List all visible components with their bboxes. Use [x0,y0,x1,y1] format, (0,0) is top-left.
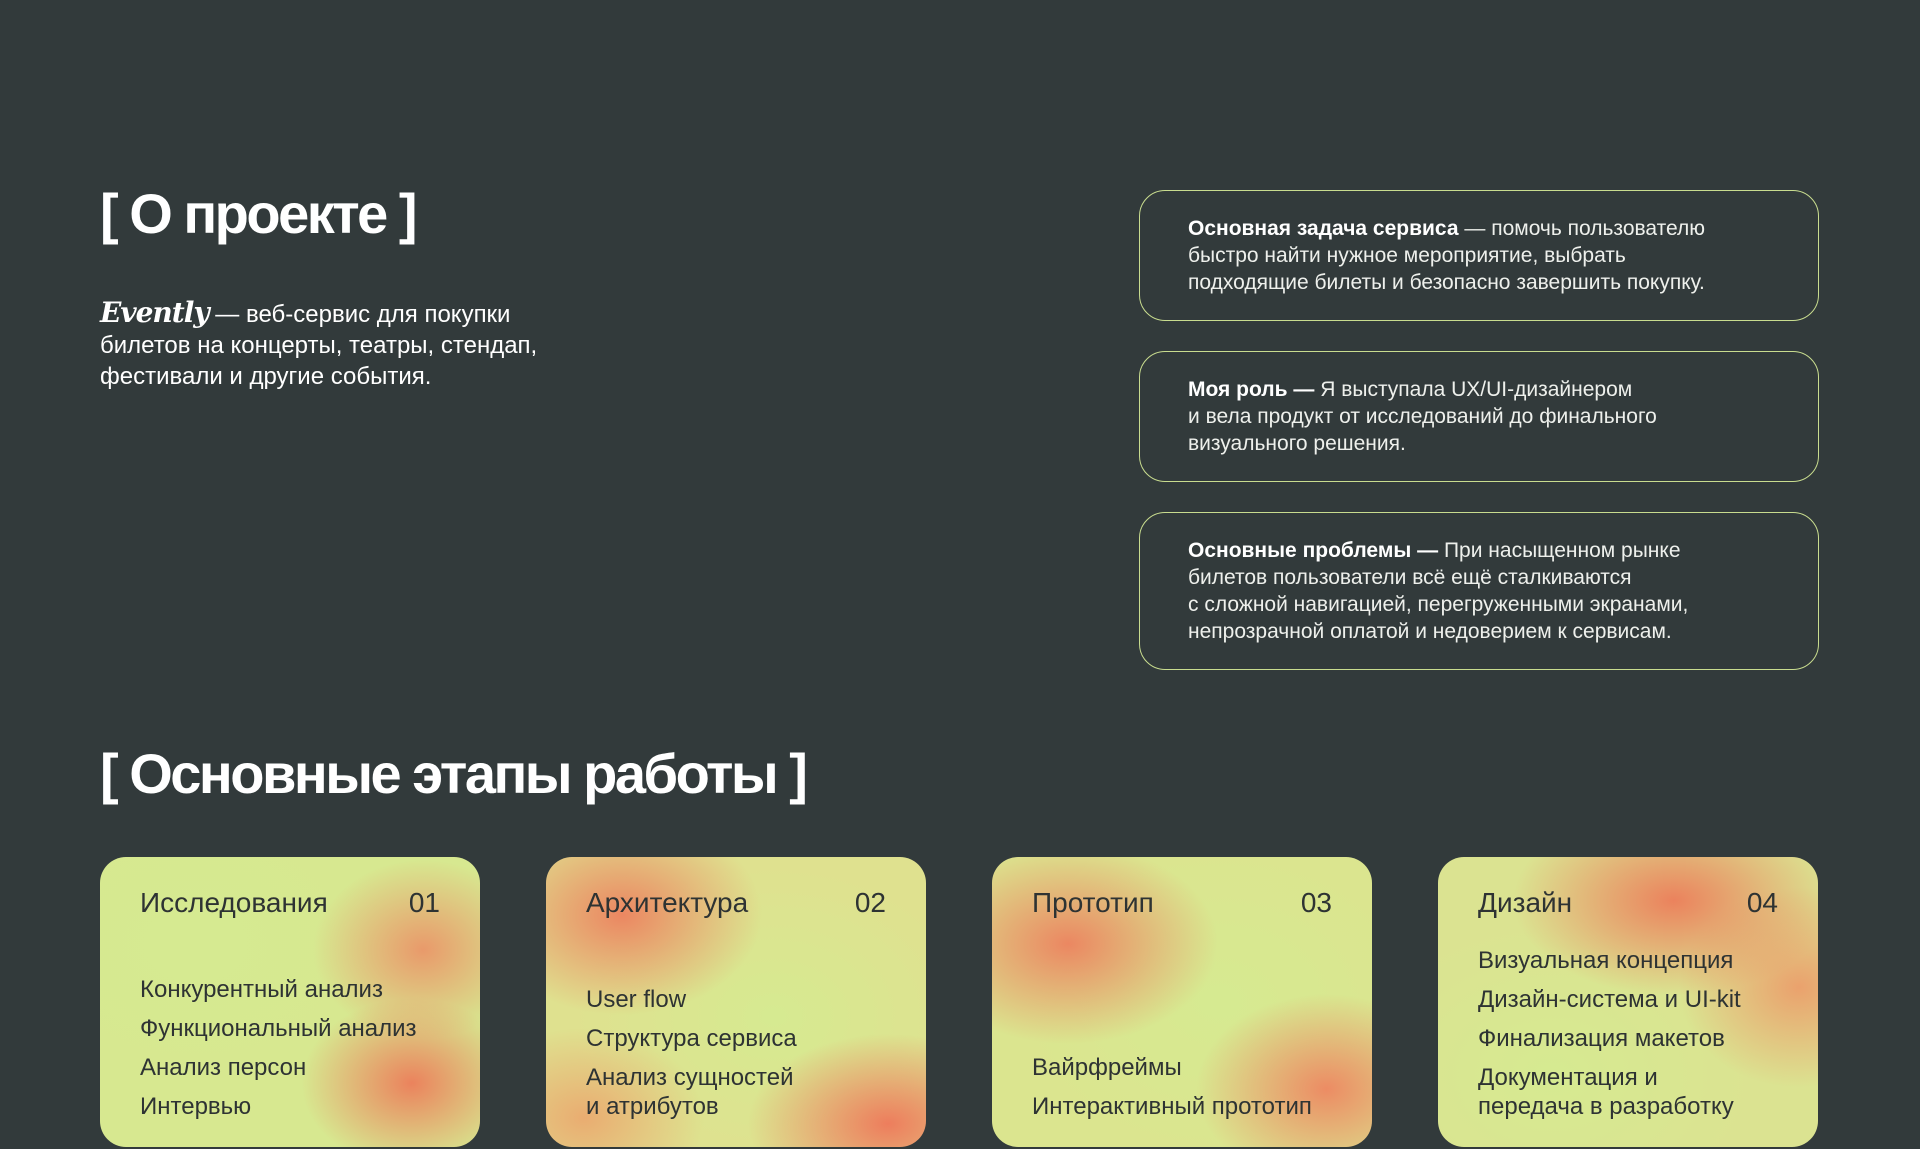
my-role-label: Моя роль — [1188,378,1315,401]
stage-task-list [1478,936,1788,1121]
evently-logo: Evently [100,296,209,329]
stage-name: Исследования [140,887,328,918]
intro-line-3: фестивали и другие события. [100,363,432,390]
stage-task [586,1063,896,1121]
stage-name: Архитектура [586,887,749,918]
stage-card-research [100,857,480,1147]
stage-task: Анализ персон [140,1054,307,1081]
stage-number: 03 [1300,887,1332,918]
stage-card-design [1438,857,1818,1147]
service-goal-line-2: быстро найти нужное мероприятие, выбрать [1188,244,1626,267]
stage-task: Конкурентный анализ [140,976,383,1003]
main-problems-line-3: с сложной навигацией, перегруженными экранами, [1188,593,1689,616]
stage-task-list [586,975,896,1121]
stage-card-prototype [992,857,1372,1147]
main-problems-line-2: билетов пользователи всё ещё сталкиваются [1188,566,1632,589]
stage-task-line: и атрибутов [586,1093,719,1120]
my-role-line-3: визуального решения. [1188,432,1406,455]
stage-card-architecture [546,857,926,1147]
my-role-card [1139,351,1819,482]
main-problems-text [1188,537,1688,645]
stage-task-list [140,965,450,1121]
stage-task-list [1032,1043,1342,1121]
stage-task: User flow [586,986,687,1013]
main-problems-line-1: При насыщенном рынке [1438,539,1681,562]
service-goal-text [1188,215,1705,296]
stage-task [1478,1063,1788,1121]
service-goal-card [1139,190,1819,321]
main-problems-line-4: непрозрачной оплатой и недоверием к сервисам. [1188,620,1672,643]
stage-number: 04 [1746,887,1778,918]
stage-number: 02 [854,887,886,918]
stage-task: Интервью [140,1093,252,1120]
my-role-line-2: и вела продукт от исследований до финального [1188,405,1657,428]
my-role-text [1188,376,1657,457]
my-role-line-1: Я выступала UX/UI-дизайнером [1314,378,1633,401]
stage-task: Визуальная концепция [1478,947,1734,974]
service-goal-label: Основная задача сервиса [1188,217,1459,240]
stage-task-line: Документация и [1478,1064,1658,1091]
service-goal-line-1: — помочь пользователю [1458,217,1705,240]
stage-number: 01 [408,887,440,918]
stage-task-line: передача в разработку [1478,1093,1734,1120]
stage-task: Финализация макетов [1478,1025,1725,1052]
stage-task: Дизайн-система и UI-kit [1478,986,1741,1013]
stage-task: Структура сервиса [586,1025,797,1052]
main-problems-label: Основные проблемы — [1188,539,1439,562]
intro-line-1: — веб-сервис для покупки [208,301,511,328]
stage-task: Интерактивный прототип [1032,1093,1312,1120]
main-problems-card [1139,512,1819,670]
stages-section-title: [ Основные этапы работы ] [100,742,806,805]
intro-line-2: билетов на концерты, театры, стендап, [100,332,538,359]
stage-name: Дизайн [1478,887,1573,918]
stage-task-line: Анализ сущностей [586,1064,794,1091]
service-goal-line-3: подходящие билеты и безопасно завершить покупку. [1188,271,1705,294]
project-intro [100,297,620,392]
stage-name: Прототип [1032,887,1154,918]
stage-task: Вайрфреймы [1032,1054,1182,1081]
stage-task: Функциональный анализ [140,1015,417,1042]
about-section-title: [ О проекте ] [100,182,416,245]
